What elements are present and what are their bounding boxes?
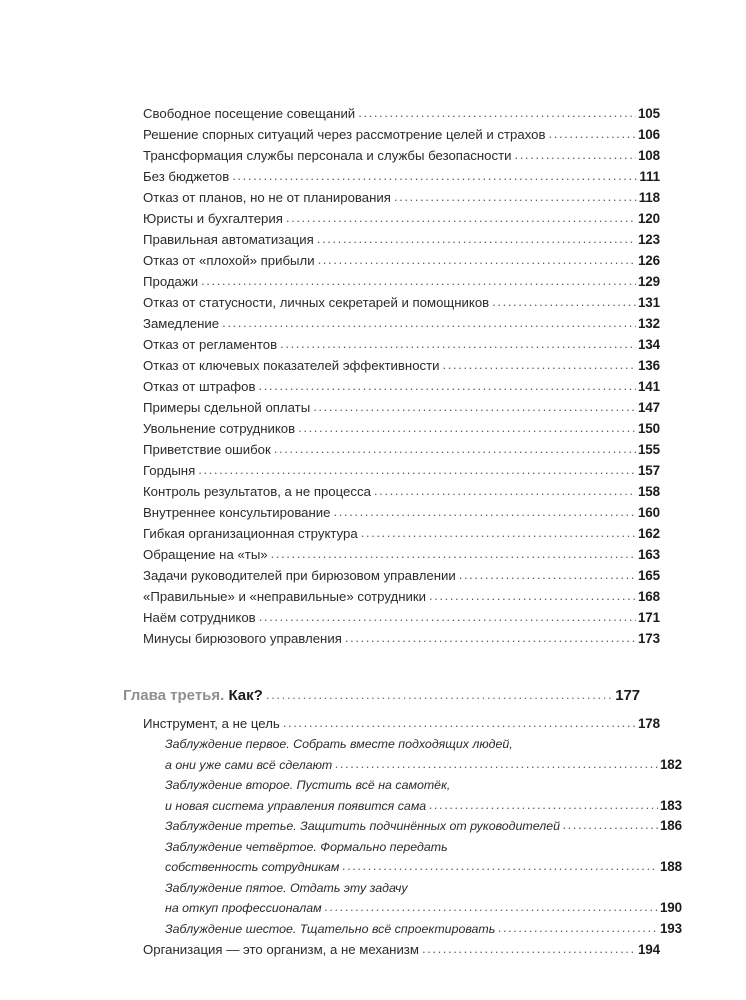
toc-entries-list-chapter [123,713,682,960]
toc-entry-title: Свободное посещение совещаний [143,106,356,121]
toc-entry[interactable] [143,481,660,502]
toc-entry-title: Гордыня [143,463,196,478]
toc-entry[interactable] [143,271,660,292]
toc-entry[interactable] [143,376,660,397]
toc-entry-page-number: 190 [659,900,682,915]
dot-leader [259,606,636,627]
dot-leader [358,102,636,123]
toc-entry-page-number: 136 [637,358,660,373]
toc-entry-page-number: 158 [637,484,660,499]
toc-entry-page-number: 150 [637,421,660,436]
toc-entry-title: на откуп профессионалам [165,901,322,915]
toc-entry-title: Внутреннее консультирование [143,505,331,520]
dot-leader [334,501,636,522]
dot-leader [394,186,637,207]
toc-entry-title: Отказ от ключевых показателей эффективности [143,358,440,373]
toc-entry-page-number: 118 [638,190,660,205]
toc-chapter-title [123,685,266,707]
dot-leader [201,270,636,291]
toc-entry-title: Заблуждение третье. Защитить подчинённых от руководителей [165,819,560,833]
toc-entry-page-number: 141 [637,379,660,394]
dot-leader [283,712,636,733]
toc-entry-title: собственность сотрудникам [165,860,340,874]
toc-entry-page-number: 157 [637,463,660,478]
toc-entry[interactable] [143,713,660,734]
toc-chapter-name: Как? [228,687,263,704]
toc-entry-page-number: 131 [637,295,660,310]
dot-leader [422,938,636,959]
toc-entry-title: Заблуждение шестое. Тщательно всё спроектировать [165,921,496,936]
toc-entry-page-number: 165 [637,568,660,583]
toc-entry-page-number: 182 [659,756,682,772]
dot-leader [429,795,658,816]
toc-entry[interactable] [143,628,660,649]
dot-leader [318,249,636,270]
toc-entry-title: Обращение на «ты» [143,547,268,562]
dot-leader [498,918,658,939]
dot-leader [232,165,637,186]
toc-entry-page-number: 163 [637,547,660,562]
toc-entry-title: Задачи руководителей при бирюзовом управлении [143,568,456,583]
toc-entry[interactable] [143,502,660,523]
toc-chapter-prefix: Глава третья. [123,687,229,704]
dot-leader [335,754,658,775]
toc-entry-title: и новая система управления появится сама [165,798,427,813]
toc-entry[interactable] [143,544,660,565]
toc-entry-title: Без бюджетов [143,169,230,184]
dot-leader [325,897,658,918]
toc-entry[interactable] [143,229,660,250]
toc-entry-page-number: 183 [659,797,682,813]
toc-entry-title: «Правильные» и «неправильные» сотрудники [143,589,426,604]
toc-entry-page-number: 111 [639,169,660,184]
dot-leader [549,123,636,144]
toc-entry[interactable] [143,607,660,628]
dot-leader [342,856,658,877]
dot-leader [298,417,636,438]
toc-entry-page-number: 129 [637,274,660,289]
dot-leader [492,291,636,312]
dot-leader [361,522,636,543]
toc-entry-title: Гибкая организационная структура [143,526,358,541]
dot-leader [266,684,613,706]
toc-entry-title: Отказ от штрафов [143,379,256,394]
toc-subentry[interactable] [165,755,682,776]
toc-entry-page-number: 123 [637,232,660,247]
toc-subentry-first-line: Заблуждение четвёртое. Формально передать [165,839,448,854]
toc-entry-page-number: 134 [637,337,660,352]
toc-subentry-first-line: Заблуждение второе. Пустить всё на самотёк, [165,778,451,792]
toc-entry[interactable] [143,313,660,334]
dot-leader [258,375,635,396]
toc-subentry[interactable] [165,898,682,919]
toc-entry-title: Замедление [143,316,220,331]
toc-subentry[interactable] [165,796,682,817]
toc-entry-title: Юристы и бухгалтерия [143,211,283,226]
dot-leader [443,354,636,375]
toc-entry[interactable] [143,939,660,960]
toc-subentry-first-line: Заблуждение первое. Собрать вместе подходящих людей, [165,737,513,751]
toc-entry[interactable] [143,565,660,586]
toc-entry[interactable] [143,460,660,481]
toc-entries-list-upper [123,103,660,649]
dot-leader [459,564,636,585]
toc-entry-title: Наём сотрудников [143,610,256,625]
dot-leader [563,815,658,836]
toc-entry-page-number: 171 [637,610,660,625]
toc-entry-page-number: 105 [637,106,660,121]
toc-subentry[interactable] [165,816,682,837]
toc-subentry[interactable] [165,857,682,878]
toc-entry-title: Примеры сдельной оплаты [143,400,311,415]
toc-entry[interactable] [143,355,660,376]
toc-entry-page-number: 108 [637,148,660,163]
toc-entry-title: а они уже сами всё сделают [165,757,333,772]
dot-leader [429,585,636,606]
toc-entry-page-number: 178 [637,716,660,731]
toc-subentry[interactable] [165,919,682,940]
toc-chapter-page-number: 177 [615,687,640,704]
toc-entry[interactable] [143,523,660,544]
toc-entry-page-number: 132 [637,316,660,331]
dot-leader [198,459,636,480]
toc-chapter-heading[interactable] [123,685,640,707]
toc-entry-page-number: 186 [659,818,682,833]
toc-entry-title: Контроль результатов, а не процесса [143,484,371,499]
toc-entry[interactable] [143,586,660,607]
toc-entry-page-number: 160 [637,505,660,520]
toc-entry-page-number: 194 [637,942,660,957]
toc-entry-page-number: 193 [659,920,682,936]
toc-entry[interactable] [143,418,660,439]
toc-entry[interactable] [143,439,660,460]
toc-entry-page-number: 188 [659,859,682,874]
toc-entry[interactable] [143,208,660,229]
toc-entry-page-number: 120 [637,211,660,226]
toc-entry-title: Увольнение сотрудников [143,421,296,436]
toc-subentry-first-line: Заблуждение пятое. Отдать эту задачу [165,880,408,895]
toc-entry[interactable] [143,397,660,418]
toc-entry-page-number: 147 [637,400,660,415]
toc-entry-page-number: 162 [637,526,660,541]
toc-entry[interactable] [143,292,660,313]
toc-entry-page-number: 106 [637,127,660,142]
toc-entry-title: Трансформация службы персонала и службы безопасности [143,148,512,163]
toc-entry-page-number: 173 [637,631,660,646]
dot-leader [313,396,636,417]
toc-entry-title: Продажи [143,274,199,289]
toc-entry-title: Приветствие ошибок [143,442,271,457]
dot-leader [286,207,636,228]
toc-entry[interactable] [143,124,660,145]
toc-entry-title: Отказ от регламентов [143,337,278,352]
toc-entry-page-number: 126 [637,253,660,268]
toc-entry-title: Инструмент, а не цель [143,716,280,731]
toc-entry-title: Правильная автоматизация [143,232,314,247]
dot-leader [274,438,636,459]
dot-leader [317,228,636,249]
dot-leader [271,543,636,564]
toc-entry-title: Минусы бирюзового управления [143,631,342,646]
toc-entry-title: Отказ от статусности, личных секретарей и помощников [143,295,490,310]
dot-leader [222,312,636,333]
dot-leader [374,480,636,501]
toc-entry-title: Отказ от планов, но не от планирования [143,190,391,205]
toc-entry[interactable] [143,103,660,124]
dot-leader [280,333,636,354]
toc-entry[interactable] [143,334,660,355]
toc-entry-page-number: 168 [637,589,660,604]
toc-entry-title: Отказ от «плохой» прибыли [143,253,315,268]
toc-entry-title: Организация — это организм, а не механизм [143,942,419,957]
toc-entry[interactable] [143,166,660,187]
dot-leader [515,144,636,165]
toc-entry[interactable] [143,187,660,208]
toc-entry-title: Решение спорных ситуаций через рассмотрение целей и страхов [143,127,546,142]
toc-entry[interactable] [143,250,660,271]
dot-leader [345,627,636,648]
toc-entry[interactable] [143,145,660,166]
toc-entry-page-number: 155 [637,442,660,457]
